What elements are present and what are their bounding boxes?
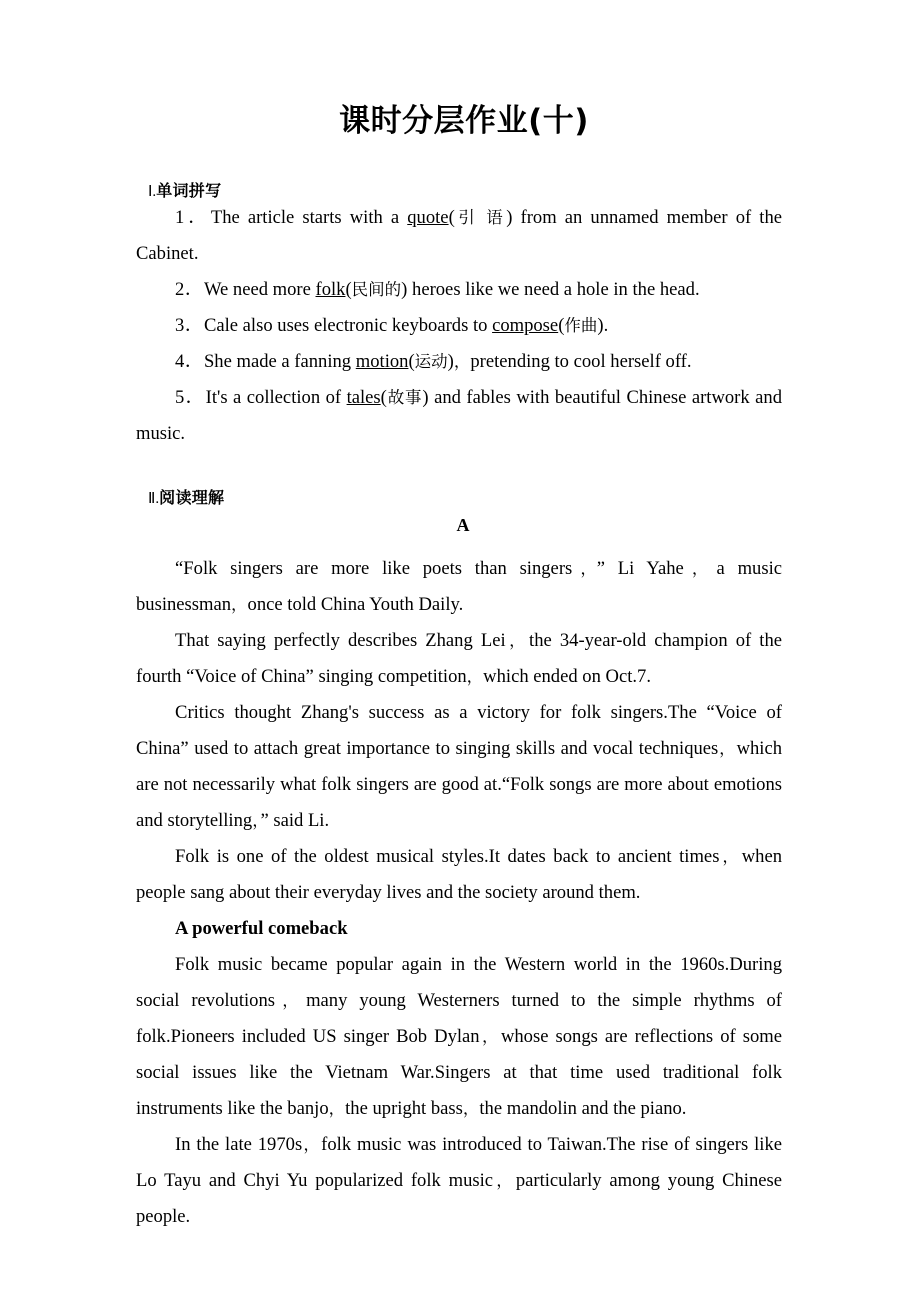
item-gloss: (运动) [408, 351, 454, 372]
item-gloss: (故事) [380, 387, 429, 408]
item-text-after: heroes like we need a hole in the head. [407, 279, 700, 300]
passage-paragraph: Folk music became popular again in the Western world in the 1960s.During social revolutions，many young Westerners turned to the simple rhythms of folk.Pioneers included US singer Bob Dylan，whose songs are reflections of some social issues like the Vietnam War.Singers at that time used traditional folk instruments like the banjo，the upright bass，the mandolin and the piano. [136, 954, 783, 1119]
item-number: 5． [175, 387, 206, 408]
section-heading-1 [136, 147, 782, 200]
passage-paragraph: Folk is one of the oldest musical styles.It dates back to ancient times，when people sang about their everyday lives and the society around them. [136, 846, 783, 903]
answer-word: quote [407, 207, 449, 228]
section-heading-2 [136, 454, 782, 507]
spelling-item [136, 200, 782, 272]
word-spelling-items [136, 200, 782, 452]
answer-word: compose [492, 315, 559, 336]
answer-word: tales [346, 387, 381, 408]
item-number: 1． [175, 207, 211, 228]
answer-word: motion [355, 351, 409, 372]
item-text-before: The article starts with a [210, 207, 408, 228]
item-text-after: from an unnamed member of the Cabinet. [136, 207, 782, 264]
item-text-before: It's a collection of [205, 387, 347, 408]
spelling-item [136, 380, 782, 452]
passage-paragraph: In the late 1970s，folk music was introduced to Taiwan.The rise of singers like Lo Tayu and Chyi Yu popularized folk music，particularly among young Chinese people. [136, 1134, 782, 1227]
document-page [136, 0, 782, 1235]
item-text-after: . [603, 315, 609, 336]
passage-subheading: A powerful comeback [175, 918, 348, 939]
passage-paragraph: Critics thought Zhang's success as a victory for folk singers.The “Voice of China” used to attach great importance to singing skills and vocal techniques，which are not necessarily what folk singers are good at.“Folk songs are more about emotions and storytelling，” said Li. [136, 702, 783, 831]
passage-paragraph: “Folk singers are more like poets than singers，” Li Yahe，a music businessman，once told China Youth Daily. [136, 558, 782, 615]
section-word-spelling [136, 137, 782, 452]
item-number: 4． [175, 351, 204, 372]
item-gloss: (民间的) [345, 279, 408, 300]
item-text-after: ，pretending to cool herself off. [453, 351, 692, 372]
item-text-before: She made a fanning [203, 351, 356, 372]
item-number: 3． [175, 315, 204, 336]
spelling-item [136, 308, 782, 344]
answer-word: folk [315, 279, 346, 300]
section-heading-label-2: 阅读理解 [159, 488, 225, 507]
item-text-before: We need more [203, 279, 316, 300]
item-text-before: Cale also uses electronic keyboards to [203, 315, 493, 336]
page-title: 课时分层作业(十) [339, 103, 589, 139]
passage-label: A [456, 515, 470, 535]
item-gloss: (引 语) [448, 207, 513, 228]
item-number: 2． [175, 279, 204, 300]
spelling-item [136, 272, 782, 308]
item-gloss: (作曲) [558, 315, 604, 336]
item-text-after: and fables with beautiful Chinese artwork and music. [136, 387, 782, 444]
section-numeral-1: Ⅰ. [148, 184, 157, 200]
section-reading-comprehension [136, 452, 782, 1235]
spelling-item [136, 344, 782, 380]
section-numeral-2: Ⅱ. [148, 491, 160, 507]
passage-body [136, 543, 782, 1235]
passage-paragraph: That saying perfectly describes Zhang Lei，the 34-year-old champion of the fourth “Voice of China” singing competition，which ended on Oct.7. [136, 630, 783, 687]
section-heading-label-1: 单词拼写 [156, 181, 222, 200]
